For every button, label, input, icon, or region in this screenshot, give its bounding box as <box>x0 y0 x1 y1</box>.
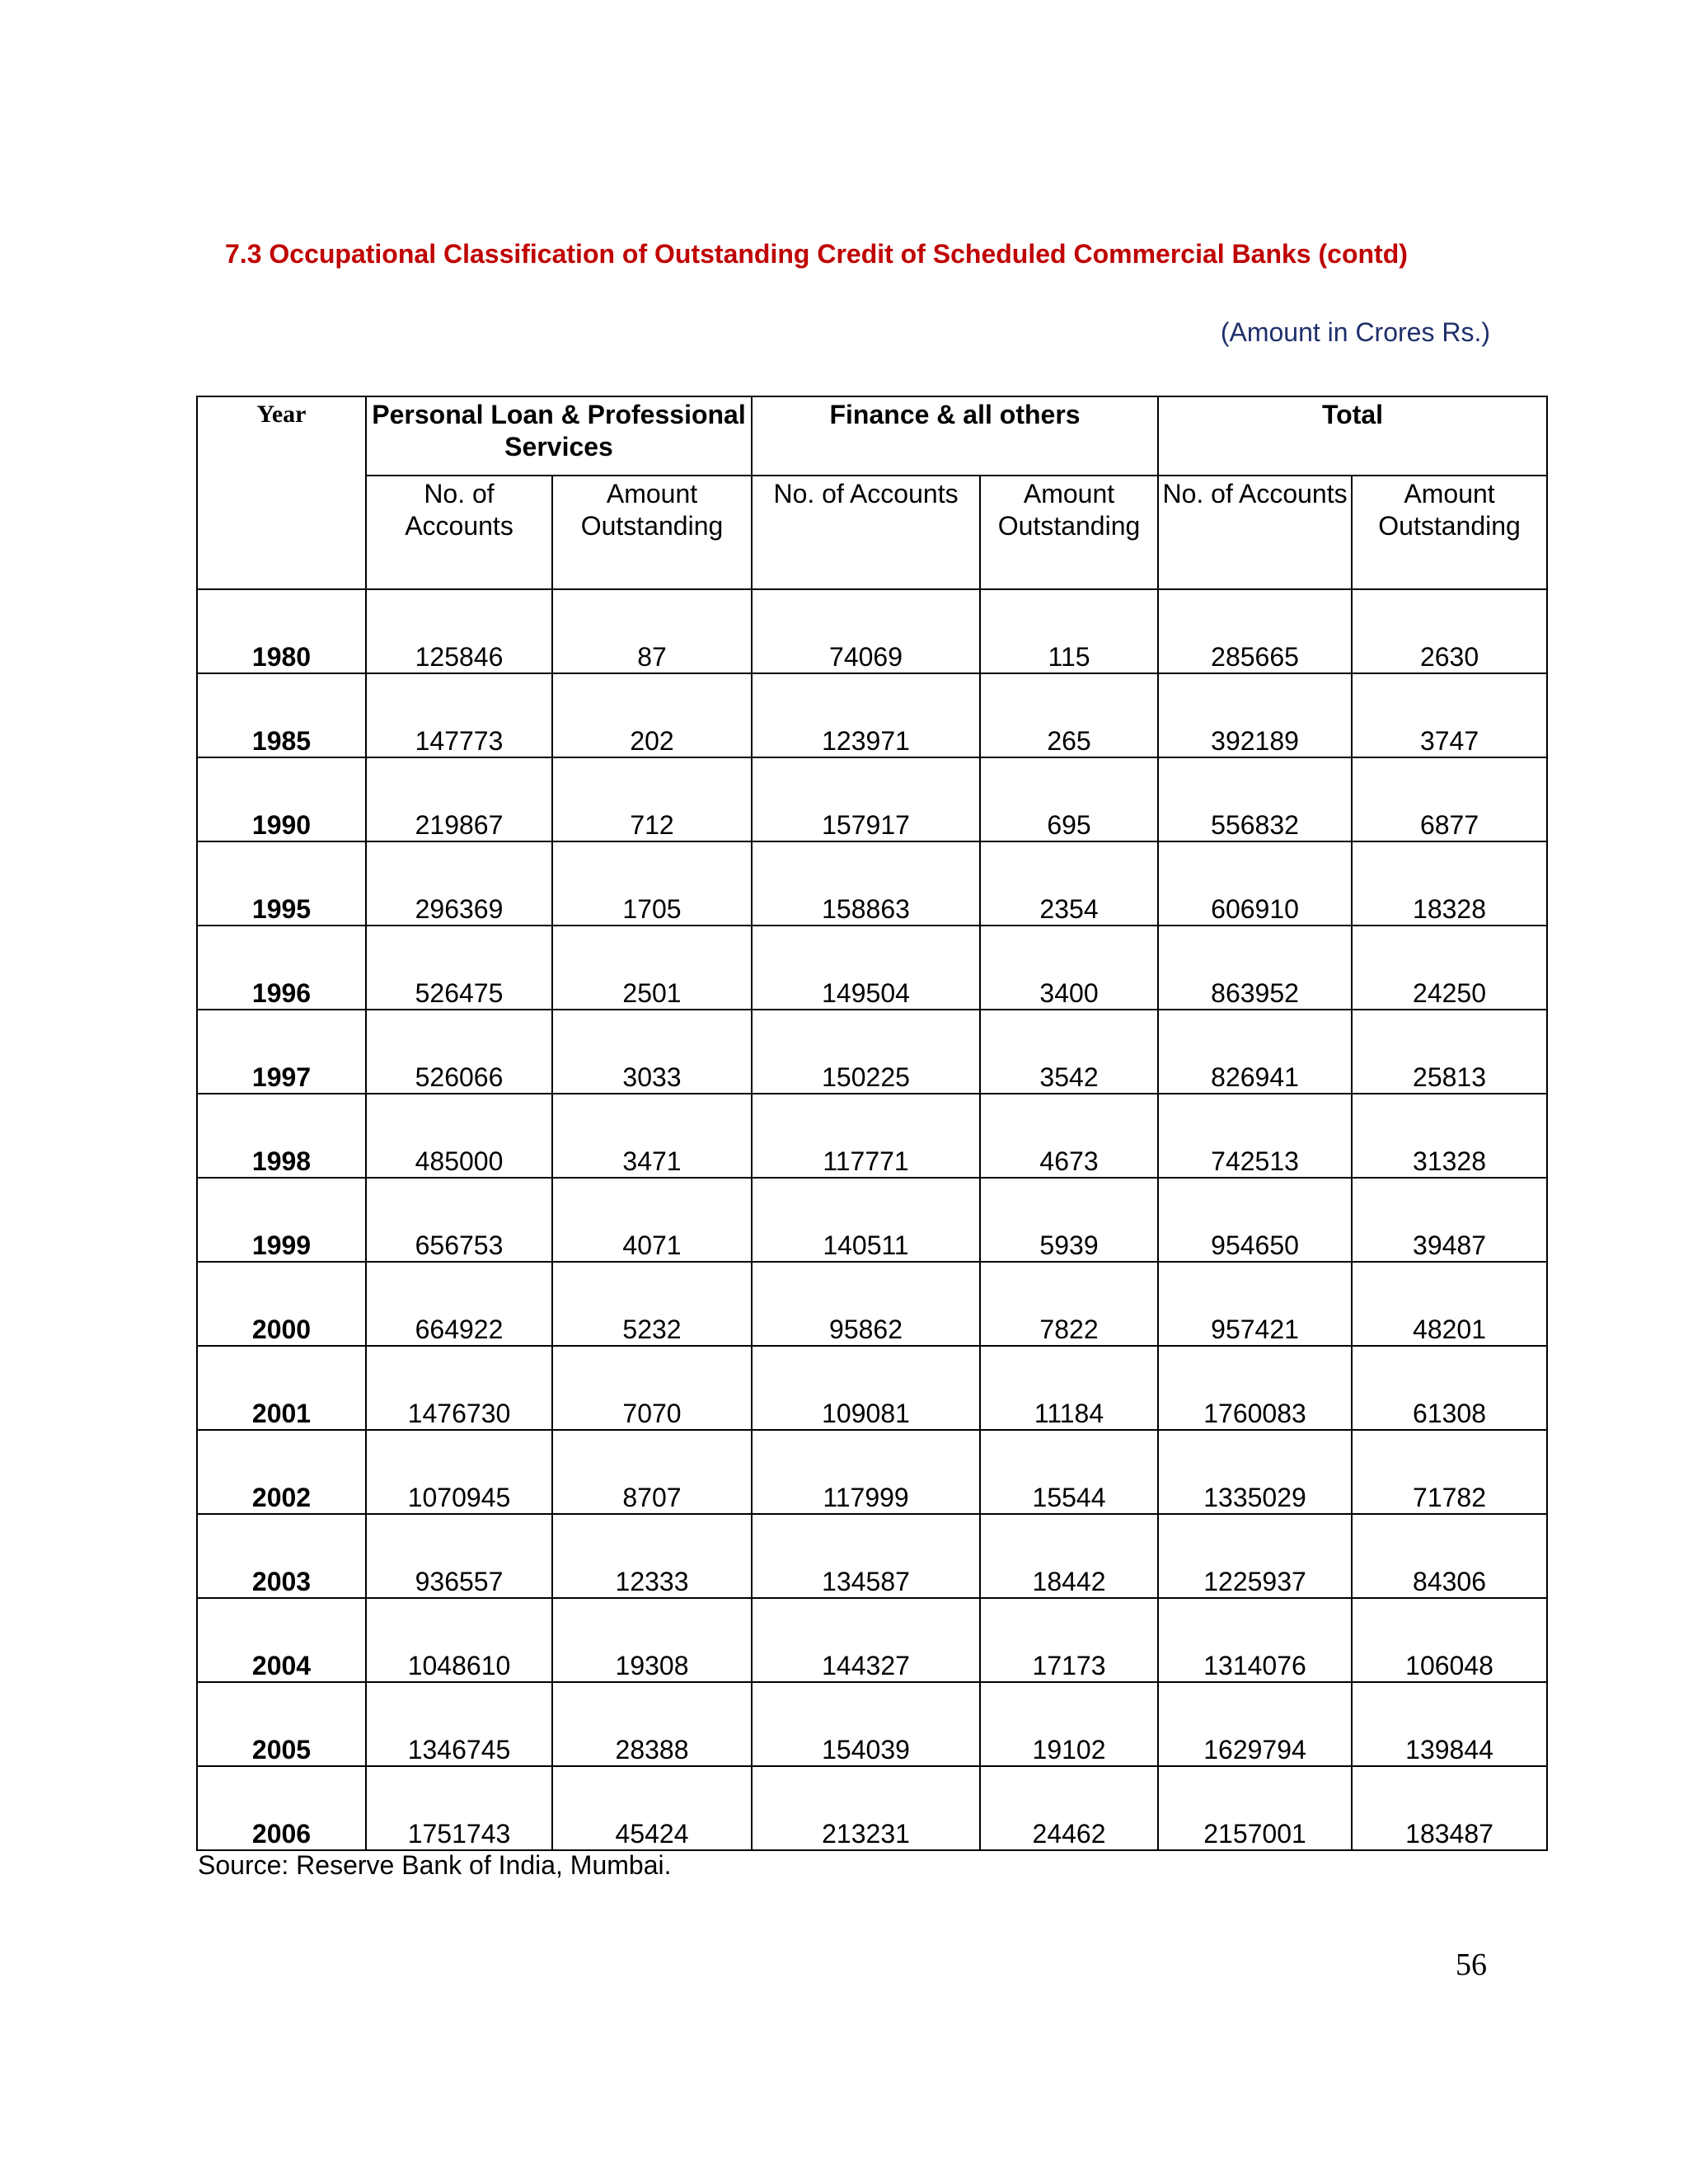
subheader-amount-outstanding: Amount Outstanding <box>552 476 752 589</box>
table-row <box>197 673 1547 757</box>
total-amount-cell: 39487 <box>1352 1178 1547 1262</box>
year-cell: 2001 <box>197 1346 366 1430</box>
table-row <box>197 1430 1547 1514</box>
table-row <box>197 757 1547 841</box>
table-row <box>197 1598 1547 1682</box>
year-cell: 1996 <box>197 926 366 1010</box>
finance-accounts-cell: 213231 <box>752 1766 980 1850</box>
table-row <box>197 926 1547 1010</box>
personal-loan-accounts-cell: 147773 <box>366 673 552 757</box>
total-accounts-cell: 863952 <box>1158 926 1352 1010</box>
total-accounts-cell: 285665 <box>1158 589 1352 673</box>
personal-loan-accounts-cell: 664922 <box>366 1262 552 1346</box>
year-cell: 2006 <box>197 1766 366 1850</box>
total-amount-cell: 71782 <box>1352 1430 1547 1514</box>
total-amount-cell: 3747 <box>1352 673 1547 757</box>
personal-loan-amount-cell: 3471 <box>552 1094 752 1178</box>
total-accounts-cell: 2157001 <box>1158 1766 1352 1850</box>
total-amount-cell: 24250 <box>1352 926 1547 1010</box>
subheader-no-of-accounts: No. of Accounts <box>366 476 552 589</box>
personal-loan-accounts-cell: 219867 <box>366 757 552 841</box>
subheader-no-of-accounts: No. of Accounts <box>752 476 980 589</box>
finance-accounts-cell: 140511 <box>752 1178 980 1262</box>
subheader-amount-outstanding: Amount Outstanding <box>1352 476 1547 589</box>
personal-loan-accounts-cell: 936557 <box>366 1514 552 1598</box>
personal-loan-accounts-cell: 1346745 <box>366 1682 552 1766</box>
year-cell: 2005 <box>197 1682 366 1766</box>
year-header: Year <box>197 396 366 589</box>
total-amount-cell: 31328 <box>1352 1094 1547 1178</box>
year-cell: 2000 <box>197 1262 366 1346</box>
total-accounts-cell: 1225937 <box>1158 1514 1352 1598</box>
finance-accounts-cell: 150225 <box>752 1010 980 1094</box>
group-header-finance: Finance & all others <box>752 396 1158 476</box>
finance-amount-cell: 4673 <box>980 1094 1158 1178</box>
page-title: 7.3 Occupational Classification of Outstanding Credit of Scheduled Commercial Banks (contd) <box>225 239 1408 269</box>
table-row <box>197 1766 1547 1850</box>
subheader-no-of-accounts: No. of Accounts <box>1158 476 1352 589</box>
group-header-total: Total <box>1158 396 1547 476</box>
personal-loan-accounts-cell: 1751743 <box>366 1766 552 1850</box>
total-accounts-cell: 1314076 <box>1158 1598 1352 1682</box>
personal-loan-amount-cell: 712 <box>552 757 752 841</box>
year-cell: 1995 <box>197 841 366 926</box>
table-row <box>197 1514 1547 1598</box>
personal-loan-accounts-cell: 125846 <box>366 589 552 673</box>
personal-loan-amount-cell: 202 <box>552 673 752 757</box>
personal-loan-accounts-cell: 526475 <box>366 926 552 1010</box>
table-row <box>197 841 1547 926</box>
finance-amount-cell: 11184 <box>980 1346 1158 1430</box>
total-amount-cell: 18328 <box>1352 841 1547 926</box>
finance-accounts-cell: 154039 <box>752 1682 980 1766</box>
finance-accounts-cell: 149504 <box>752 926 980 1010</box>
finance-accounts-cell: 123971 <box>752 673 980 757</box>
year-cell: 2004 <box>197 1598 366 1682</box>
personal-loan-accounts-cell: 526066 <box>366 1010 552 1094</box>
total-accounts-cell: 826941 <box>1158 1010 1352 1094</box>
year-cell: 1998 <box>197 1094 366 1178</box>
finance-amount-cell: 7822 <box>980 1262 1158 1346</box>
total-amount-cell: 25813 <box>1352 1010 1547 1094</box>
finance-amount-cell: 17173 <box>980 1598 1158 1682</box>
total-amount-cell: 106048 <box>1352 1598 1547 1682</box>
personal-loan-amount-cell: 12333 <box>552 1514 752 1598</box>
total-amount-cell: 6877 <box>1352 757 1547 841</box>
finance-accounts-cell: 158863 <box>752 841 980 926</box>
personal-loan-accounts-cell: 1476730 <box>366 1346 552 1430</box>
finance-amount-cell: 115 <box>980 589 1158 673</box>
total-amount-cell: 183487 <box>1352 1766 1547 1850</box>
total-accounts-cell: 957421 <box>1158 1262 1352 1346</box>
personal-loan-amount-cell: 28388 <box>552 1682 752 1766</box>
year-cell: 2003 <box>197 1514 366 1598</box>
personal-loan-amount-cell: 1705 <box>552 841 752 926</box>
finance-amount-cell: 15544 <box>980 1430 1158 1514</box>
finance-accounts-cell: 74069 <box>752 589 980 673</box>
finance-amount-cell: 18442 <box>980 1514 1158 1598</box>
page-number: 56 <box>1456 1947 1487 1982</box>
personal-loan-amount-cell: 87 <box>552 589 752 673</box>
finance-accounts-cell: 95862 <box>752 1262 980 1346</box>
personal-loan-amount-cell: 2501 <box>552 926 752 1010</box>
year-cell: 1985 <box>197 673 366 757</box>
year-cell: 1990 <box>197 757 366 841</box>
personal-loan-amount-cell: 45424 <box>552 1766 752 1850</box>
finance-amount-cell: 3542 <box>980 1010 1158 1094</box>
personal-loan-amount-cell: 5232 <box>552 1262 752 1346</box>
finance-amount-cell: 695 <box>980 757 1158 841</box>
total-amount-cell: 84306 <box>1352 1514 1547 1598</box>
table-row <box>197 1682 1547 1766</box>
finance-accounts-cell: 134587 <box>752 1514 980 1598</box>
personal-loan-accounts-cell: 1048610 <box>366 1598 552 1682</box>
finance-amount-cell: 24462 <box>980 1766 1158 1850</box>
finance-amount-cell: 19102 <box>980 1682 1158 1766</box>
personal-loan-accounts-cell: 656753 <box>366 1178 552 1262</box>
finance-accounts-cell: 157917 <box>752 757 980 841</box>
unit-note: (Amount in Crores Rs.) <box>1220 317 1490 347</box>
personal-loan-amount-cell: 8707 <box>552 1430 752 1514</box>
total-accounts-cell: 954650 <box>1158 1178 1352 1262</box>
finance-accounts-cell: 117771 <box>752 1094 980 1178</box>
total-accounts-cell: 606910 <box>1158 841 1352 926</box>
total-accounts-cell: 1760083 <box>1158 1346 1352 1430</box>
year-cell: 1980 <box>197 589 366 673</box>
personal-loan-accounts-cell: 296369 <box>366 841 552 926</box>
total-amount-cell: 48201 <box>1352 1262 1547 1346</box>
total-amount-cell: 139844 <box>1352 1682 1547 1766</box>
year-cell: 1997 <box>197 1010 366 1094</box>
total-amount-cell: 2630 <box>1352 589 1547 673</box>
finance-amount-cell: 3400 <box>980 926 1158 1010</box>
table-row <box>197 1010 1547 1094</box>
credit-table <box>196 396 1548 1851</box>
finance-amount-cell: 2354 <box>980 841 1158 926</box>
total-accounts-cell: 392189 <box>1158 673 1352 757</box>
table-body <box>197 589 1547 1850</box>
group-header-personal-loan: Personal Loan & Professional Services <box>366 396 752 476</box>
personal-loan-amount-cell: 4071 <box>552 1178 752 1262</box>
finance-accounts-cell: 144327 <box>752 1598 980 1682</box>
year-cell: 2002 <box>197 1430 366 1514</box>
total-accounts-cell: 1629794 <box>1158 1682 1352 1766</box>
total-amount-cell: 61308 <box>1352 1346 1547 1430</box>
finance-amount-cell: 5939 <box>980 1178 1158 1262</box>
table-row <box>197 1262 1547 1346</box>
table-row <box>197 1094 1547 1178</box>
table-row <box>197 1346 1547 1430</box>
personal-loan-accounts-cell: 485000 <box>366 1094 552 1178</box>
total-accounts-cell: 742513 <box>1158 1094 1352 1178</box>
finance-accounts-cell: 117999 <box>752 1430 980 1514</box>
personal-loan-amount-cell: 3033 <box>552 1010 752 1094</box>
total-accounts-cell: 556832 <box>1158 757 1352 841</box>
personal-loan-accounts-cell: 1070945 <box>366 1430 552 1514</box>
finance-amount-cell: 265 <box>980 673 1158 757</box>
total-accounts-cell: 1335029 <box>1158 1430 1352 1514</box>
table-row <box>197 1178 1547 1262</box>
personal-loan-amount-cell: 19308 <box>552 1598 752 1682</box>
table-row <box>197 589 1547 673</box>
finance-accounts-cell: 109081 <box>752 1346 980 1430</box>
subheader-amount-outstanding: Amount Outstanding <box>980 476 1158 589</box>
source-note: Source: Reserve Bank of India, Mumbai. <box>198 1850 672 1880</box>
year-cell: 1999 <box>197 1178 366 1262</box>
personal-loan-amount-cell: 7070 <box>552 1346 752 1430</box>
